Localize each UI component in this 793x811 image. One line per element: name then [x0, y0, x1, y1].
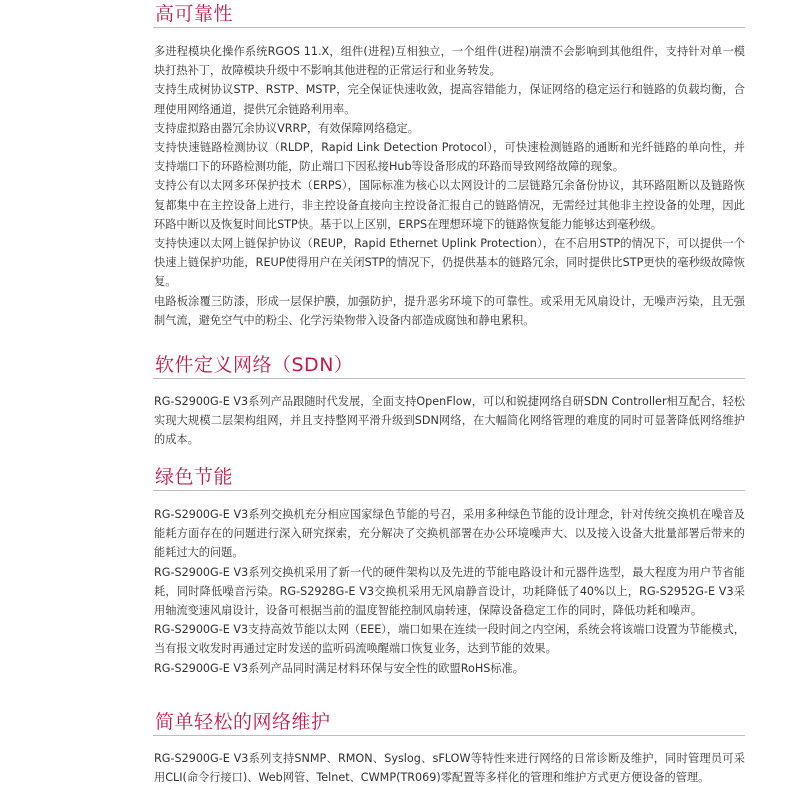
- section-body: [153, 42, 745, 330]
- paragraph: 多进程模块化操作系统RGOS 11.X，组件(进程)互相独立，一个组件(进程)崩溃不会影响到其他组件，支持针对单一模块打热补丁，故障模块升级中不影响其他进程的正常运行和业务转发。: [154, 45, 745, 78]
- section-network-maintenance: [153, 711, 745, 787]
- paragraph: RG-S2900G-E V3系列产品同时满足材料环保与安全性的欧盟RoHS标准。: [154, 661, 524, 675]
- paragraph: 支持生成树协议STP、RSTP、MSTP，完全保证快速收敛，提高容错能力，保证网络的稳定运行和链路的负载均衡，合理使用网络通道，提供冗余链路利用率。: [154, 83, 745, 116]
- paragraph: 支持公有以太网多环保护技术（ERPS），国际标准为核心以太网设计的二层链路冗余备份协议，其环路阻断以及链路恢复都集中在主控设备上进行，非主控设备直接向主控设备汇报自己的链路情况，无需经过其他非主控设备的处理，因此环路中断以及恢复时间比STP快。基于以上区别，ERPS在理想环境下的链路恢复能力能够达到毫秒级。: [154, 179, 745, 231]
- section-body: [153, 505, 745, 678]
- paragraph: RG-S2900G-E V3系列产品跟随时代发展，全面支持OpenFlow，可以和锐捷网络自研SDN Controller相互配合，轻松实现大规模二层架构组网，并且支持整网平滑升级到SDN网络，在大幅简化网络管理的难度的同时可显著降低网络维护的成本。: [154, 395, 745, 447]
- paragraph: 电路板涂覆三防漆，形成一层保护膜，加强防护，提升恶劣环境下的可靠性。或采用无风扇设计，无噪声污染，且无强制气流，避免空气中的粉尘、化学污染物带入设备内部造成腐蚀和静电累积。: [154, 294, 745, 327]
- paragraph: RG-S2900G-E V3系列支持SNMP、RMON、Syslog、sFLOW等特性来进行网络的日常诊断及维护，同时管理员可采用CLI(命令行接口)、Web网管、Telnet、CWMP(TR069)零配置等多样化的管理和维护方式更方便设备的管理。: [154, 752, 745, 785]
- section-high-reliability: [153, 3, 745, 330]
- paragraph: 支持快速以太网上链保护协议（REUP，Rapid Ethernet Uplink Protection），在不启用STP的情况下，可以提供一个快速上链保护功能，REUP使得用户在关闭STP的情况下，仍提供基本的链路冗余，同时提供比STP更快的毫秒级故障恢复。: [154, 237, 745, 289]
- section-body: [153, 392, 745, 450]
- paragraph: 支持虚拟路由器冗余协议VRRP，有效保障网络稳定。: [154, 121, 419, 135]
- section-title: 绿色节能: [153, 466, 745, 491]
- section-green-energy: [153, 466, 745, 678]
- section-body: [153, 749, 745, 787]
- section-sdn: [153, 354, 745, 450]
- section-title: 高可靠性: [153, 3, 745, 28]
- paragraph: RG-S2900G-E V3系列交换机充分相应国家绿色节能的号召，采用多种绿色节能的设计理念，针对传统交换机在噪音及能耗方面存在的问题进行深入研究探索，充分解决了交换机部署在办公环境噪声大、以及接入设备大批量部署后带来的能耗过大的问题。: [154, 508, 745, 560]
- section-title: 简单轻松的网络维护: [153, 711, 745, 736]
- paragraph: RG-S2900G-E V3系列交换机采用了新一代的硬件架构以及先进的节能电路设计和元器件选型，最大程度为用户节省能耗，同时降低噪音污染。RG-S2928G-E V3交换机采用无风扇静音设计，功耗降低了40%以上，RG-S2952G-E V3采用轴流变速风扇设计，设备可根据当前的温度智能控制风扇转速，保障设备稳定工作的同时，降低功耗和噪声。: [154, 565, 745, 618]
- section-title: 软件定义网络（SDN）: [153, 354, 745, 379]
- paragraph: 支持快速链路检测协议（RLDP，Rapid Link Detection Protocol），可快速检测链路的通断和光纤链路的单向性，并支持端口下的环路检测功能，防止端口下因私接Hub等设备形成的环路而导致网络故障的现象。: [154, 141, 745, 174]
- paragraph: RG-S2900G-E V3支持高效节能以太网（EEE），端口如果在连续一段时间之内空闲，系统会将该端口设置为节能模式，当有报文收发时再通过定时发送的监听码流唤醒端口恢复业务，达到节能的效果。: [154, 623, 745, 656]
